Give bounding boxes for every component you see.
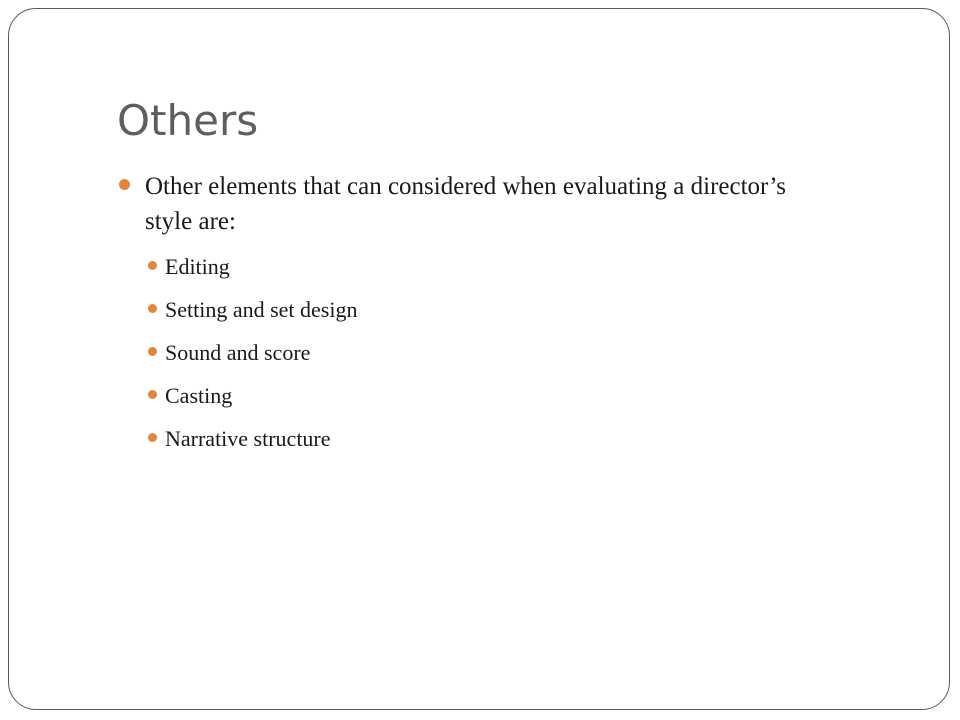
sub-bullet-list xyxy=(145,245,837,460)
bullet-text: Other elements that can considered when evaluating a director’s style are: xyxy=(145,173,786,235)
sub-bullet-dot-icon xyxy=(148,390,157,399)
sub-bullet-item-sound xyxy=(145,331,837,374)
slide-frame xyxy=(8,8,950,710)
sub-bullet-text: Sound and score xyxy=(165,340,311,365)
sub-bullet-dot-icon xyxy=(148,433,157,442)
sub-bullet-item-editing xyxy=(145,245,837,288)
slide-title: Others xyxy=(117,96,259,145)
sub-bullet-item-setting xyxy=(145,288,837,331)
sub-bullet-item-narrative xyxy=(145,417,837,460)
sub-bullet-dot-icon xyxy=(148,304,157,313)
bullet-item xyxy=(117,169,837,460)
sub-bullet-item-casting xyxy=(145,374,837,417)
sub-bullet-text: Editing xyxy=(165,254,230,279)
sub-bullet-text: Casting xyxy=(165,383,233,408)
sub-bullet-text: Narrative structure xyxy=(165,426,331,451)
bullet-list xyxy=(117,169,837,460)
sub-bullet-dot-icon xyxy=(148,347,157,356)
sub-bullet-text: Setting and set design xyxy=(165,297,358,322)
bullet-dot-icon xyxy=(119,179,130,190)
sub-bullet-dot-icon xyxy=(148,261,157,270)
